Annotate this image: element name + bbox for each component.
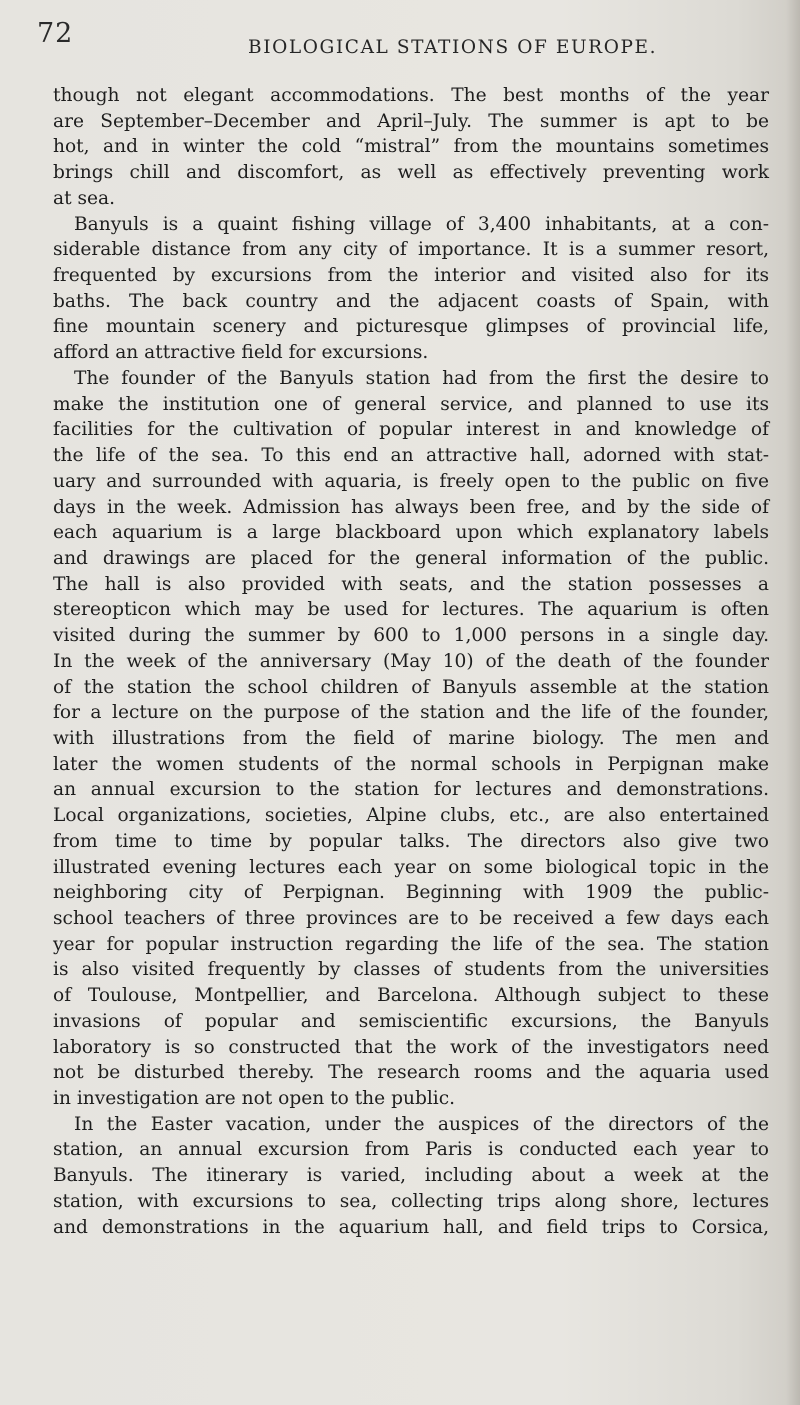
page-edge-shadow bbox=[786, 0, 800, 1405]
text-line: visited during the summer by 600 to 1,000 persons in a single day. bbox=[53, 625, 769, 647]
text-line: of Toulouse, Montpellier, and Barcelona. Although subject to these bbox=[53, 985, 769, 1007]
text-line: at sea. bbox=[53, 187, 116, 209]
running-head: BIOLOGICAL STATIONS OF EUROPE. bbox=[248, 37, 658, 58]
text-line: school teachers of three provinces are to be received a few days each bbox=[53, 908, 769, 929]
page-number: 72 bbox=[37, 18, 74, 49]
text-line: uary and surrounded with aquaria, is freely open to the public on five bbox=[53, 470, 769, 492]
text-line: each aquarium is a large blackboard upon which explanatory labels bbox=[53, 522, 769, 544]
text-line: facilities for the cultivation of popular interest in and knowledge of bbox=[53, 419, 769, 441]
text-line: baths. The back country and the adjacent coasts of Spain, with bbox=[53, 290, 769, 312]
text-line: siderable distance from any city of importance. It is a summer resort, bbox=[53, 239, 769, 261]
text-line: are September–December and April–July. The summer is apt to be bbox=[53, 110, 769, 132]
paragraph-start-line: In the Easter vacation, under the auspices of the directors of the bbox=[74, 1113, 769, 1135]
text-line: laboratory is so constructed that the work of the investigators need bbox=[53, 1036, 769, 1058]
text-line: an annual excursion to the station for lectures and demonstrations. bbox=[53, 779, 769, 801]
text-line: In the week of the anniversary (May 10) of the death of the founder bbox=[53, 650, 769, 672]
text-line: stereopticon which may be used for lectures. The aquarium is often bbox=[53, 599, 769, 621]
text-line: station, an annual excursion from Paris is conducted each year to bbox=[53, 1139, 769, 1161]
text-line: with illustrations from the field of marine biology. The men and bbox=[53, 727, 769, 749]
text-line: later the women students of the normal schools in Perpignan make bbox=[53, 753, 769, 775]
text-line: and drawings are placed for the general information of the public. bbox=[53, 547, 769, 569]
paragraph-start-line: The founder of the Banyuls station had from the first the desire to bbox=[74, 367, 769, 389]
text-line: brings chill and discomfort, as well as effectively preventing work bbox=[53, 162, 769, 184]
text-line: hot, and in winter the cold “mistral” from the mountains sometimes bbox=[53, 136, 769, 158]
text-line: Banyuls. The itinerary is varied, including about a week at the bbox=[53, 1165, 769, 1187]
text-line: of the station the school children of Banyuls assemble at the station bbox=[53, 676, 769, 698]
text-line: invasions of popular and semiscientific excursions, the Banyuls bbox=[53, 1010, 769, 1032]
text-line: year for popular instruction regarding the life of the sea. The station bbox=[53, 933, 769, 955]
text-line: not be disturbed thereby. The research rooms and the aquaria used bbox=[53, 1062, 769, 1084]
text-line: station, with excursions to sea, collecting trips along shore, lectures bbox=[53, 1190, 769, 1212]
text-line: illustrated evening lectures each year on some biological topic in the bbox=[53, 856, 769, 878]
text-line: the life of the sea. To this end an attractive hall, adorned with stat- bbox=[53, 445, 769, 467]
text-line: Local organizations, societies, Alpine clubs, etc., are also entertained bbox=[53, 805, 769, 827]
text-line: The hall is also provided with seats, and the station possesses a bbox=[53, 573, 769, 595]
text-line: from time to time by popular talks. The directors also give two bbox=[53, 830, 769, 852]
text-line: though not elegant accommodations. The best months of the year bbox=[53, 85, 769, 106]
text-line: in investigation are not open to the public. bbox=[53, 1088, 456, 1110]
text-line: afford an attractive field for excursions. bbox=[53, 342, 429, 364]
paragraph-start-line: Banyuls is a quaint fishing village of 3,400 inhabitants, at a con- bbox=[74, 213, 769, 235]
text-line: frequented by excursions from the interior and visited also for its bbox=[53, 265, 769, 287]
text-line: days in the week. Admission has always been free, and by the side of bbox=[53, 496, 769, 518]
body-text bbox=[53, 83, 769, 1240]
text-line: for a lecture on the purpose of the station and the life of the founder, bbox=[53, 702, 769, 724]
text-line: neighboring city of Perpignan. Beginning with 1909 the public- bbox=[53, 882, 769, 904]
text-line: fine mountain scenery and picturesque glimpses of provincial life, bbox=[53, 316, 769, 338]
text-line: and demonstrations in the aquarium hall, and field trips to Corsica, bbox=[53, 1216, 769, 1238]
text-line: make the institution one of general service, and planned to use its bbox=[53, 393, 769, 415]
text-line: is also visited frequently by classes of students from the universities bbox=[53, 959, 769, 981]
